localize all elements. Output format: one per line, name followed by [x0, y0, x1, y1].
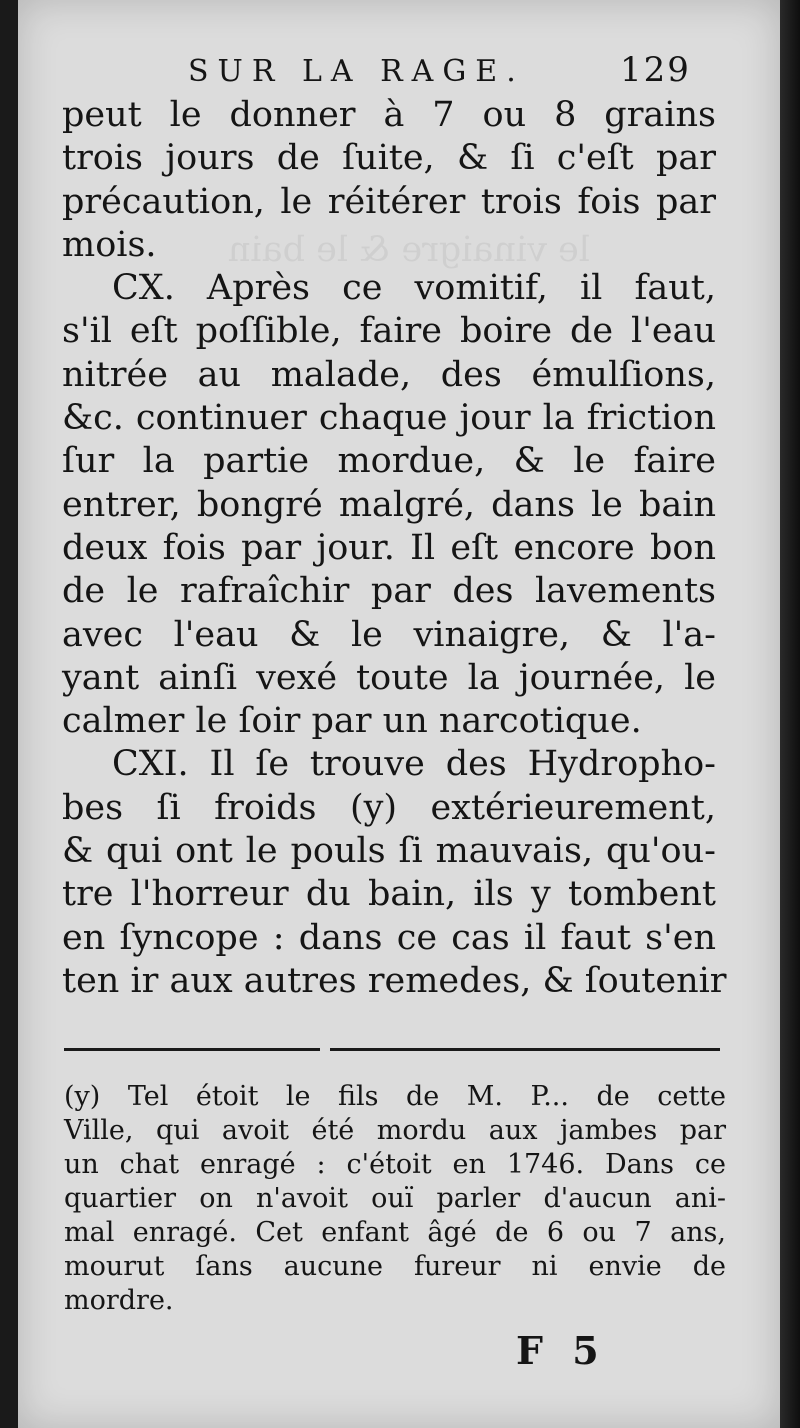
- text-line: ten ir aux autres remedes, & ſoutenir: [62, 960, 727, 1001]
- footnote-line: (y) Tel étoit le fils de M. P... de cette: [64, 1081, 726, 1112]
- text-line: calmer le ſoir par un narcotique.: [62, 701, 642, 742]
- page-header: [18, 50, 780, 100]
- footnote-line: mal enragé. Cet enfant âgé de 6 ou 7 ans,: [64, 1217, 726, 1248]
- signature-mark: F 5: [516, 1328, 607, 1373]
- page-edge-shadow: [780, 0, 800, 1428]
- text-line: avec l'eau & le vinaigre, & l'a-: [62, 614, 716, 655]
- text-line: bes ſi froids (y) extérieurement,: [62, 787, 716, 828]
- text-line: mois.: [62, 224, 157, 265]
- text-line: yant ainſi vexé toute la journée, le: [62, 657, 716, 698]
- footnote: [64, 1080, 726, 1318]
- book-page: [18, 0, 780, 1428]
- footnote-line: quartier on n'avoit ouï parler d'aucun ani-: [64, 1183, 726, 1214]
- footnote-line: mordre.: [64, 1285, 174, 1316]
- text-line: &c. continuer chaque jour la friction: [62, 398, 716, 439]
- text-line: de le rafraîchir par des lavements: [62, 571, 716, 612]
- text-line: peut le donner à 7 ou 8 grains: [62, 95, 716, 135]
- text-line: ſur la partie mordue, & le faire: [62, 441, 716, 482]
- text-line: deux fois par jour. Il eſt encore bon: [62, 527, 716, 568]
- footnote-rule-left: [64, 1048, 320, 1051]
- text-line: tre l'horreur du bain, ils y tombent: [62, 874, 716, 915]
- paragraph-cxi-start: CXI. Il ſe trouve des Hydropho-: [112, 744, 716, 785]
- paragraph-cx-start: CX. Après ce vomitif, il faut,: [112, 268, 716, 309]
- footnote-line: un chat enragé : c'étoit en 1746. Dans ce: [64, 1149, 726, 1180]
- text-line: en ſyncope : dans ce cas il faut s'en: [62, 917, 716, 958]
- running-title: SUR LA RAGE.: [188, 54, 525, 89]
- text-line: précaution, le réitérer trois fois par: [62, 181, 716, 222]
- text-line: entrer, bongré malgré, dans le bain: [62, 484, 716, 525]
- main-text: [62, 94, 727, 1003]
- footnote-line: Ville, qui avoit été mordu aux jambes par: [64, 1115, 726, 1146]
- footnote-rule-right: [330, 1048, 720, 1051]
- bleed-through-text: le vinaigre & le bain: [228, 230, 590, 270]
- text-line: s'il eſt poſſible, faire boire de l'eau: [62, 311, 716, 352]
- text-line: & qui ont le pouls ſi mauvais, qu'ou-: [62, 831, 716, 872]
- text-line: trois jours de ſuite, & ſi c'eſt par: [62, 138, 716, 179]
- text-line: nitrée au malade, des émulſions,: [62, 354, 716, 395]
- page-number: 129: [620, 50, 691, 90]
- footnote-line: mourut ſans aucune fureur ni envie de: [64, 1251, 726, 1282]
